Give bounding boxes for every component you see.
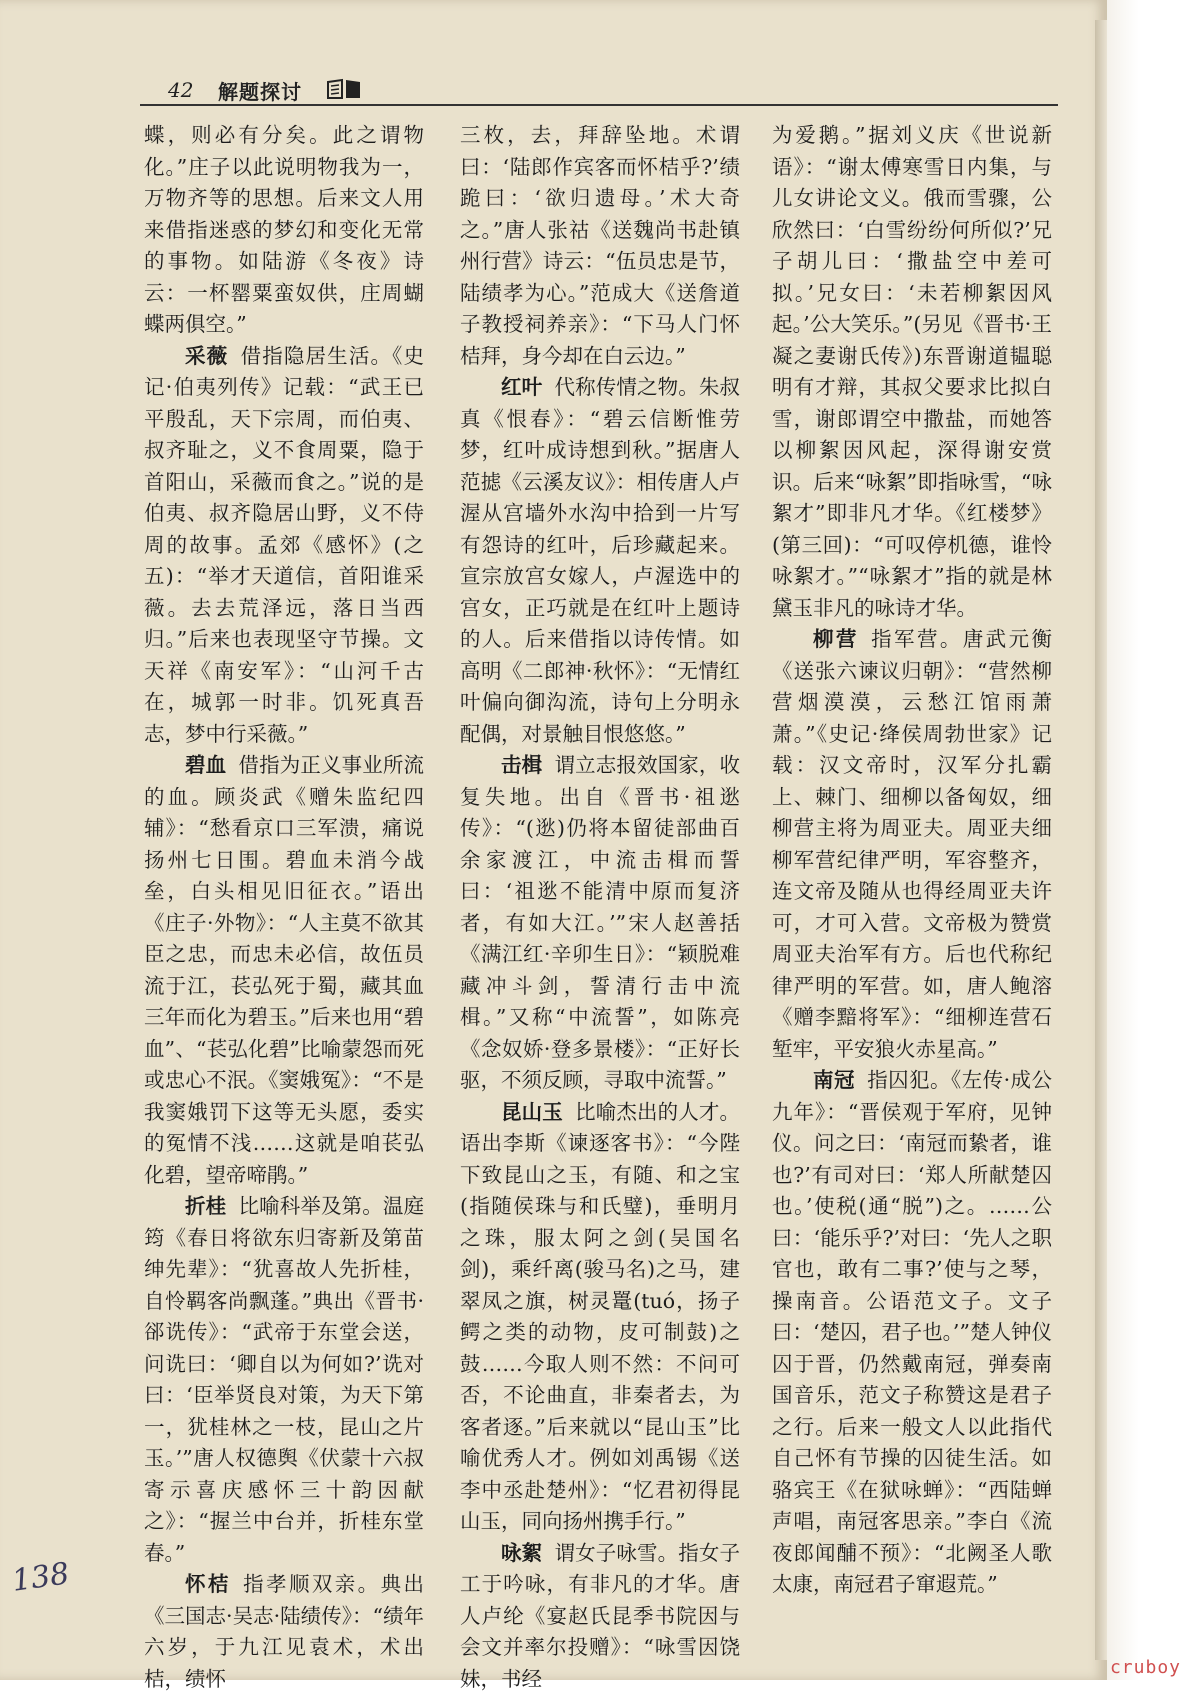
page-header — [140, 74, 1058, 104]
entry-term: 击楫 — [501, 753, 542, 777]
entry-term: 采薇 — [185, 344, 228, 368]
entry-term: 红叶 — [501, 375, 542, 399]
entry-paragraph: 怀桔 指孝顺双亲。典出《三国志·吴志·陆绩传》：“绩年六岁，于九江见袁术，术出桔，绩怀 — [144, 1569, 424, 1695]
paragraph: 三枚，去，拜辞坠地。术谓曰：‘陆郎作宾客而怀桔乎?’绩跪曰：‘欲归遗母。’术大奇之。”唐人张祜《送魏尚书赴镇州行营》诗云：“伍员忠是节，陆绩孝为心。”范成大《送詹道子教授祠养亲》：“下马人门怀桔拜，身今却在白云边。” — [460, 120, 740, 372]
entry-paragraph: 柳营 指军营。唐武元衡《送张六谏议归朝》：“营然柳营烟漠漠，云愁江馆雨萧萧。”《史记·绛侯周勃世家》记载：汉文帝时，汉军分扎霸上、棘门、细柳以备匈奴，细柳营主将为周亚夫。周亚夫细柳军营纪律严明，军容整齐，连文帝及随从也得经周亚夫许可，才可入营。文帝极为赞赏周亚夫治军有方。后也代称纪律严明的军营。如，唐人鲍溶《赠李黯将军》：“细柳连营石堑牢，平安狼火赤星高。” — [772, 624, 1052, 1065]
entry-paragraph: 折桂 比喻科举及第。温庭筠《春日将欲东归寄新及第苗绅先辈》：“犹喜故人先折桂，自怜羁客尚飘蓬。”典出《晋书·郤诜传》：“武帝于东堂会送，问诜曰：‘卿自以为何如?’诜对曰：‘臣举贤良对策，为天下第一，犹桂林之一枝，昆山之片玉。’”唐人权德舆《伏蒙十六叔寄示喜庆感怀三十韵因献之》：“握兰中台并，折桂东堂春。” — [144, 1191, 424, 1569]
entry-paragraph: 昆山玉 比喻杰出的人才。语出李斯《谏逐客书》：“今陛下致昆山之玉，有随、和之宝(指随侯珠与和氏璧)，垂明月之珠，服太阿之剑(吴国名剑)，乘纤离(骏马名)之马，建翠凤之旗，树灵鼍(tuó，扬子鳄之类的动物，皮可制鼓)之鼓……今取人则不然：不问可否，不论曲直，非秦者去，为客者逐。”后来就以“昆山玉”比喻优秀人才。例如刘禹锡《送李中丞赴楚州》：“忆君初得昆山玉，同向扬州携手行。” — [460, 1097, 740, 1538]
scan-margin — [1107, 0, 1187, 1680]
entry-paragraph: 击楫 谓立志报效国家，收复失地。出自《晋书·祖逖传》：“(逖)仍将本留徒部曲百余家渡江，中流击楫而誓曰：‘祖逖不能清中原而复济者，有如大江。’”宋人赵善括《满江红·辛卯生日》：“颖脱难藏冲斗剑，誓清行击中流楫。”又称“中流誓”，如陈亮《念奴娇·登多景楼》：“正好长驱，不须反顾，寻取中流誓。” — [460, 750, 740, 1097]
entry-paragraph: 红叶 代称传情之物。朱叔真《恨春》：“碧云信断惟劳梦，红叶成诗想到秋。”据唐人范摅《云溪友议》：相传唐人卢渥从宫墙外水沟中拾到一片写有怨诗的红叶，后珍藏起来。宣宗放宫女嫁人，卢渥选中的宫女，正巧就是在红叶上题诗的人。后来借指以诗传情。如高明《二郎神·秋怀》：“无情红叶偏向御沟流，诗句上分明永配偶，对景触目恨悠悠。” — [460, 372, 740, 750]
entry-term: 咏絮 — [501, 1541, 542, 1565]
watermark: cruboy — [1110, 1657, 1181, 1678]
page-number: 42 — [168, 78, 193, 102]
entry-term: 怀桔 — [185, 1572, 231, 1596]
book-icon — [326, 78, 362, 100]
entry-term: 折桂 — [185, 1194, 226, 1218]
paragraph: 蝶，则必有分矣。此之谓物化。”庄子以此说明物我为一，万物齐等的思想。后来文人用来借指迷惑的梦幻和变化无常的事物。如陆游《冬夜》诗云：一杯罂粟蛮奴供，庄周蝴蝶两俱空。” — [144, 120, 424, 341]
header-rule — [140, 104, 1058, 106]
entry-term: 柳营 — [813, 627, 859, 651]
text-column-3 — [772, 120, 1052, 1601]
entry-paragraph: 采薇 借指隐居生活。《史记·伯夷列传》记载：“武王已平殷乱，天下宗周，而伯夷、叔齐耻之，义不食周粟，隐于首阳山，采薇而食之。”说的是伯夷、叔齐隐居山野，义不侍周的故事。孟郊《感怀》(之五)：“举才天道信，首阳谁采薇。去去荒泽远，落日当西归。”后来也表现坚守节操。文天祥《南安军》：“山河千古在，城郭一时非。饥死真吾志，梦中行采薇。” — [144, 341, 424, 751]
entry-term: 碧血 — [185, 753, 226, 777]
entry-term: 南冠 — [813, 1068, 855, 1092]
entry-term: 昆山玉 — [501, 1100, 563, 1124]
text-column-2 — [460, 120, 740, 1695]
entry-paragraph: 南冠 指囚犯。《左传·成公九年》：“晋侯观于军府，见钟仪。问之曰：‘南冠而絷者，谁也?’有司对曰：‘郑人所献楚囚也。’使税(通“脱”)之。……公曰：‘能乐乎?’对曰：‘先人之职官也，敢有二事?’使与之琴，操南音。公语范文子。文子曰：‘楚囚，君子也。’”楚人钟仪囚于晋，仍然戴南冠，弹奏南国音乐，范文子称赞这是君子之行。后来一般文人以此指代自己怀有节操的囚徒生活。如骆宾王《在狱咏蝉》：“西陆蝉声唱，南冠客思亲。”李白《流夜郎闻酺不预》：“北阙圣人歌太康，南冠君子窜遐荒。” — [772, 1065, 1052, 1601]
entry-paragraph: 咏絮 谓女子咏雪。指女子工于吟咏，有非凡的才华。唐人卢纶《宴赵氏昆季书院因与会文并率尔投赠》：“咏雪因饶妹，书经 — [460, 1538, 740, 1695]
handwritten-page-number: 138 — [10, 1556, 72, 1599]
entry-paragraph: 碧血 借指为正义事业所流的血。顾炎武《赠朱监纪四辅》：“愁看京口三军溃，痛说扬州七日围。碧血未消今战垒，白头相见旧征衣。”语出《庄子·外物》：“人主莫不欲其臣之忠，而忠未必信，故伍员流于江，苌弘死于蜀，藏其血三年而化为碧玉。”后来也用“碧血”、“苌弘化碧”比喻蒙怨而死或忠心不泯。《窦娥冤》：“不是我窦娥罚下这等无头愿，委实的冤情不浅……这就是咱苌弘化碧，望帝啼鹃。” — [144, 750, 424, 1191]
section-title: 解题探讨 — [218, 76, 302, 105]
text-column-1 — [144, 120, 424, 1695]
paragraph: 为爱鹅。”据刘义庆《世说新语》：“谢太傅寒雪日内集，与儿女讲论文义。俄而雪骤，公欣然曰：‘白雪纷纷何所似?’兄子胡儿曰：‘撒盐空中差可拟。’兄女曰：‘未若柳絮因风起。’公大笑乐。”(另见《晋书·王凝之妻谢氏传》)东晋谢道韫聪明有才辩，其叔父要求比拟白雪，谢郎谓空中撒盐，而她答以柳絮因风起，深得谢安赏识。后来“咏絮”即指咏雪，“咏絮才”即非凡才华。《红楼梦》(第三回)：“可叹停机德，谁怜咏絮才。”“咏絮才”指的就是林黛玉非凡的咏诗才华。 — [772, 120, 1052, 624]
